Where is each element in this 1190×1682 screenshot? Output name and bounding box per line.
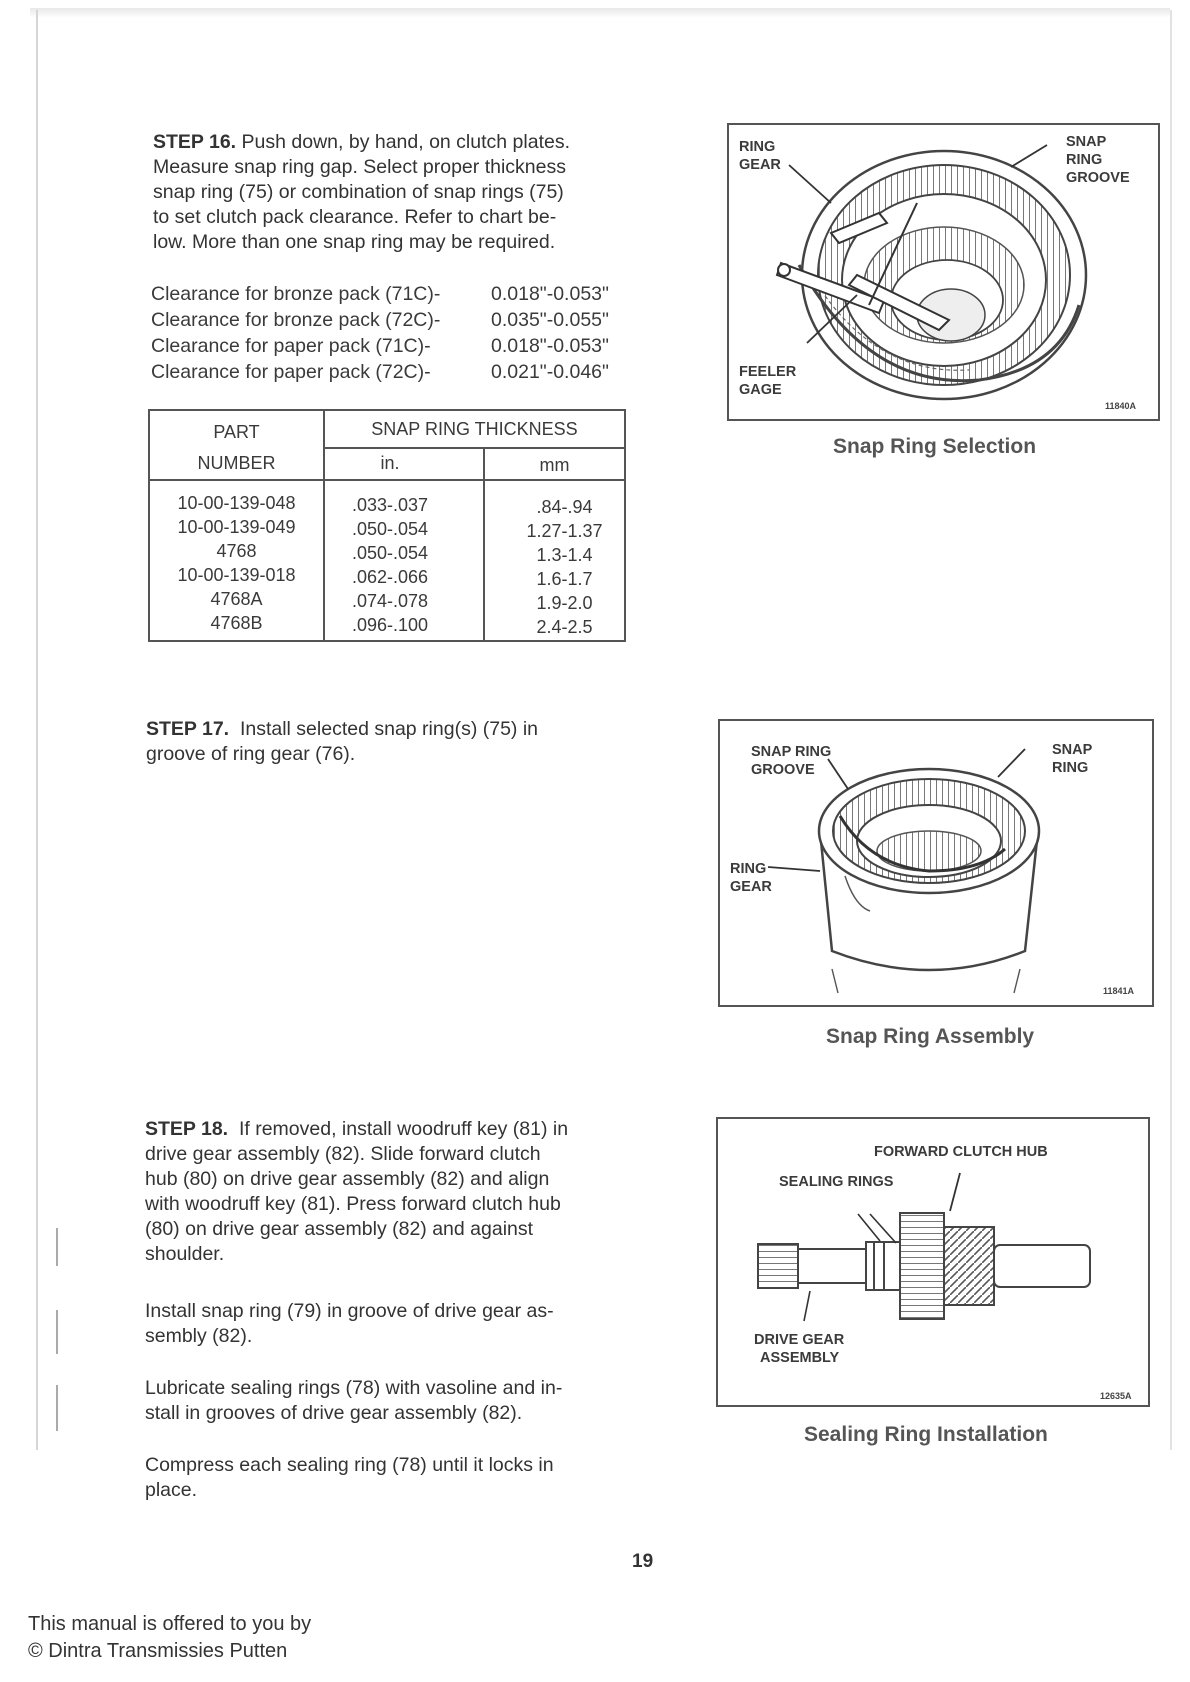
ring-gear-label: RING GEAR (739, 139, 781, 173)
forward-clutch-hub-label: FORWARD CLUTCH HUB (874, 1144, 1048, 1160)
clearance-row: Clearance for paper pack (71C)- 0.018"-0.053" (151, 335, 609, 357)
scan-edge-top (30, 8, 1170, 18)
snap-ring-assembly-figure (718, 719, 1154, 1007)
feeler-gage-label: FEELER GAGE (739, 364, 797, 398)
mm-cell: 1.3-1.4 (536, 545, 593, 565)
mm-column (495, 495, 634, 639)
inch-column (325, 493, 455, 637)
sealing-ring-installation-figure (716, 1117, 1150, 1407)
inch-cell: .074-.078 (351, 591, 429, 611)
margin-mark (56, 1310, 58, 1354)
thickness-header: SNAP RING THICKNESS (371, 419, 578, 439)
scan-edge-right (1170, 10, 1172, 1450)
step-17-text: STEP 17. Install selected snap ring(s) (75) in groove of ring gear (76). (146, 718, 539, 765)
part-number-cell: 10-00-139-049 (177, 517, 296, 537)
step-18-paragraph: Lubricate sealing rings (78) with vasoline and in- stall in grooves of drive gear assembly (82). (145, 1377, 563, 1424)
snap-ring-groove-label: SNAP RING GROOVE (1066, 134, 1130, 186)
snap-ring-label: SNAP RING (1052, 742, 1093, 776)
inch-cell: .096-.100 (351, 615, 429, 635)
step-label: STEP 18. (145, 1118, 229, 1140)
mm-cell: .84-.94 (536, 497, 593, 517)
clearance-list (151, 281, 609, 385)
part-number-cell: 4768A (210, 589, 263, 609)
margin-mark (56, 1385, 58, 1431)
part-number-cell: 10-00-139-048 (177, 493, 296, 513)
part-number-cell: 4768B (210, 613, 263, 633)
figure-code: 12635A (1100, 1391, 1132, 1401)
step-label: STEP 17. (146, 718, 230, 740)
drive-gear-assembly-label: DRIVE GEAR ASSEMBLY (754, 1332, 845, 1366)
scan-edge-left (36, 10, 38, 1450)
figure-code: 11841A (1103, 986, 1135, 996)
step-18-paragraph: Install snap ring (79) in groove of drive gear as- sembly (82). (145, 1300, 554, 1347)
margin-mark (56, 1228, 58, 1266)
figure-caption: Snap Ring Assembly (826, 1025, 1035, 1048)
clearance-row: Clearance for bronze pack (71C)- 0.018"-0.053" (151, 283, 609, 305)
mm-header: mm (539, 455, 570, 475)
figure-caption: Sealing Ring Installation (804, 1423, 1048, 1446)
figure-code: 11840A (1105, 401, 1137, 411)
footer: This manual is offered to you by © Dintra Transmissies Putten (28, 1613, 312, 1662)
step-16-text: STEP 16. Push down, by hand, on clutch plates. Measure snap ring gap. Select proper thickness snap ring (75) or combination of snap rings (75) to set clutch pack clearance. Refer to chart be- low. More than one snap ring may be required. (153, 131, 570, 253)
step-18-paragraph: Compress each sealing ring (78) until it locks in place. (145, 1454, 554, 1501)
part-number-cell: 4768 (216, 541, 257, 561)
snap-ring-groove-label: SNAP RING GROOVE (751, 744, 832, 778)
clearance-row: Clearance for paper pack (72C)- 0.021"-0.046" (151, 361, 609, 383)
snap-ring-selection-figure (727, 123, 1160, 421)
step-label: STEP 16. (153, 131, 237, 153)
part-header: PART NUMBER (197, 422, 276, 473)
mm-cell: 1.27-1.37 (526, 521, 603, 541)
inch-header: in. (380, 453, 400, 473)
mm-cell: 1.9-2.0 (536, 593, 593, 613)
inch-cell: .033-.037 (351, 495, 429, 515)
ring-gear-label: RING GEAR (730, 861, 772, 895)
step-18-text: STEP 18. If removed, install woodruff key (81) in drive gear assembly (82). Slide forward clutch hub (80) on drive gear assembly (82) and align with woodruff key (81). Press forward clutch hub (80) on drive gear assembly (82) and against shoulder. (145, 1118, 569, 1265)
snap-ring-table (148, 409, 626, 642)
page-number: 19 (632, 1551, 654, 1572)
inch-cell: .062-.066 (351, 567, 429, 587)
sealing-rings-label: SEALING RINGS (779, 1174, 894, 1190)
part-number-cell: 10-00-139-018 (177, 565, 296, 585)
clearance-row: Clearance for bronze pack (72C)- 0.035"-0.055" (151, 309, 609, 331)
part-number-column (150, 491, 323, 635)
mm-cell: 1.6-1.7 (536, 569, 593, 589)
mm-cell: 2.4-2.5 (536, 617, 593, 637)
figure-caption: Snap Ring Selection (833, 435, 1037, 458)
inch-cell: .050-.054 (351, 519, 429, 539)
inch-cell: .050-.054 (351, 543, 429, 563)
